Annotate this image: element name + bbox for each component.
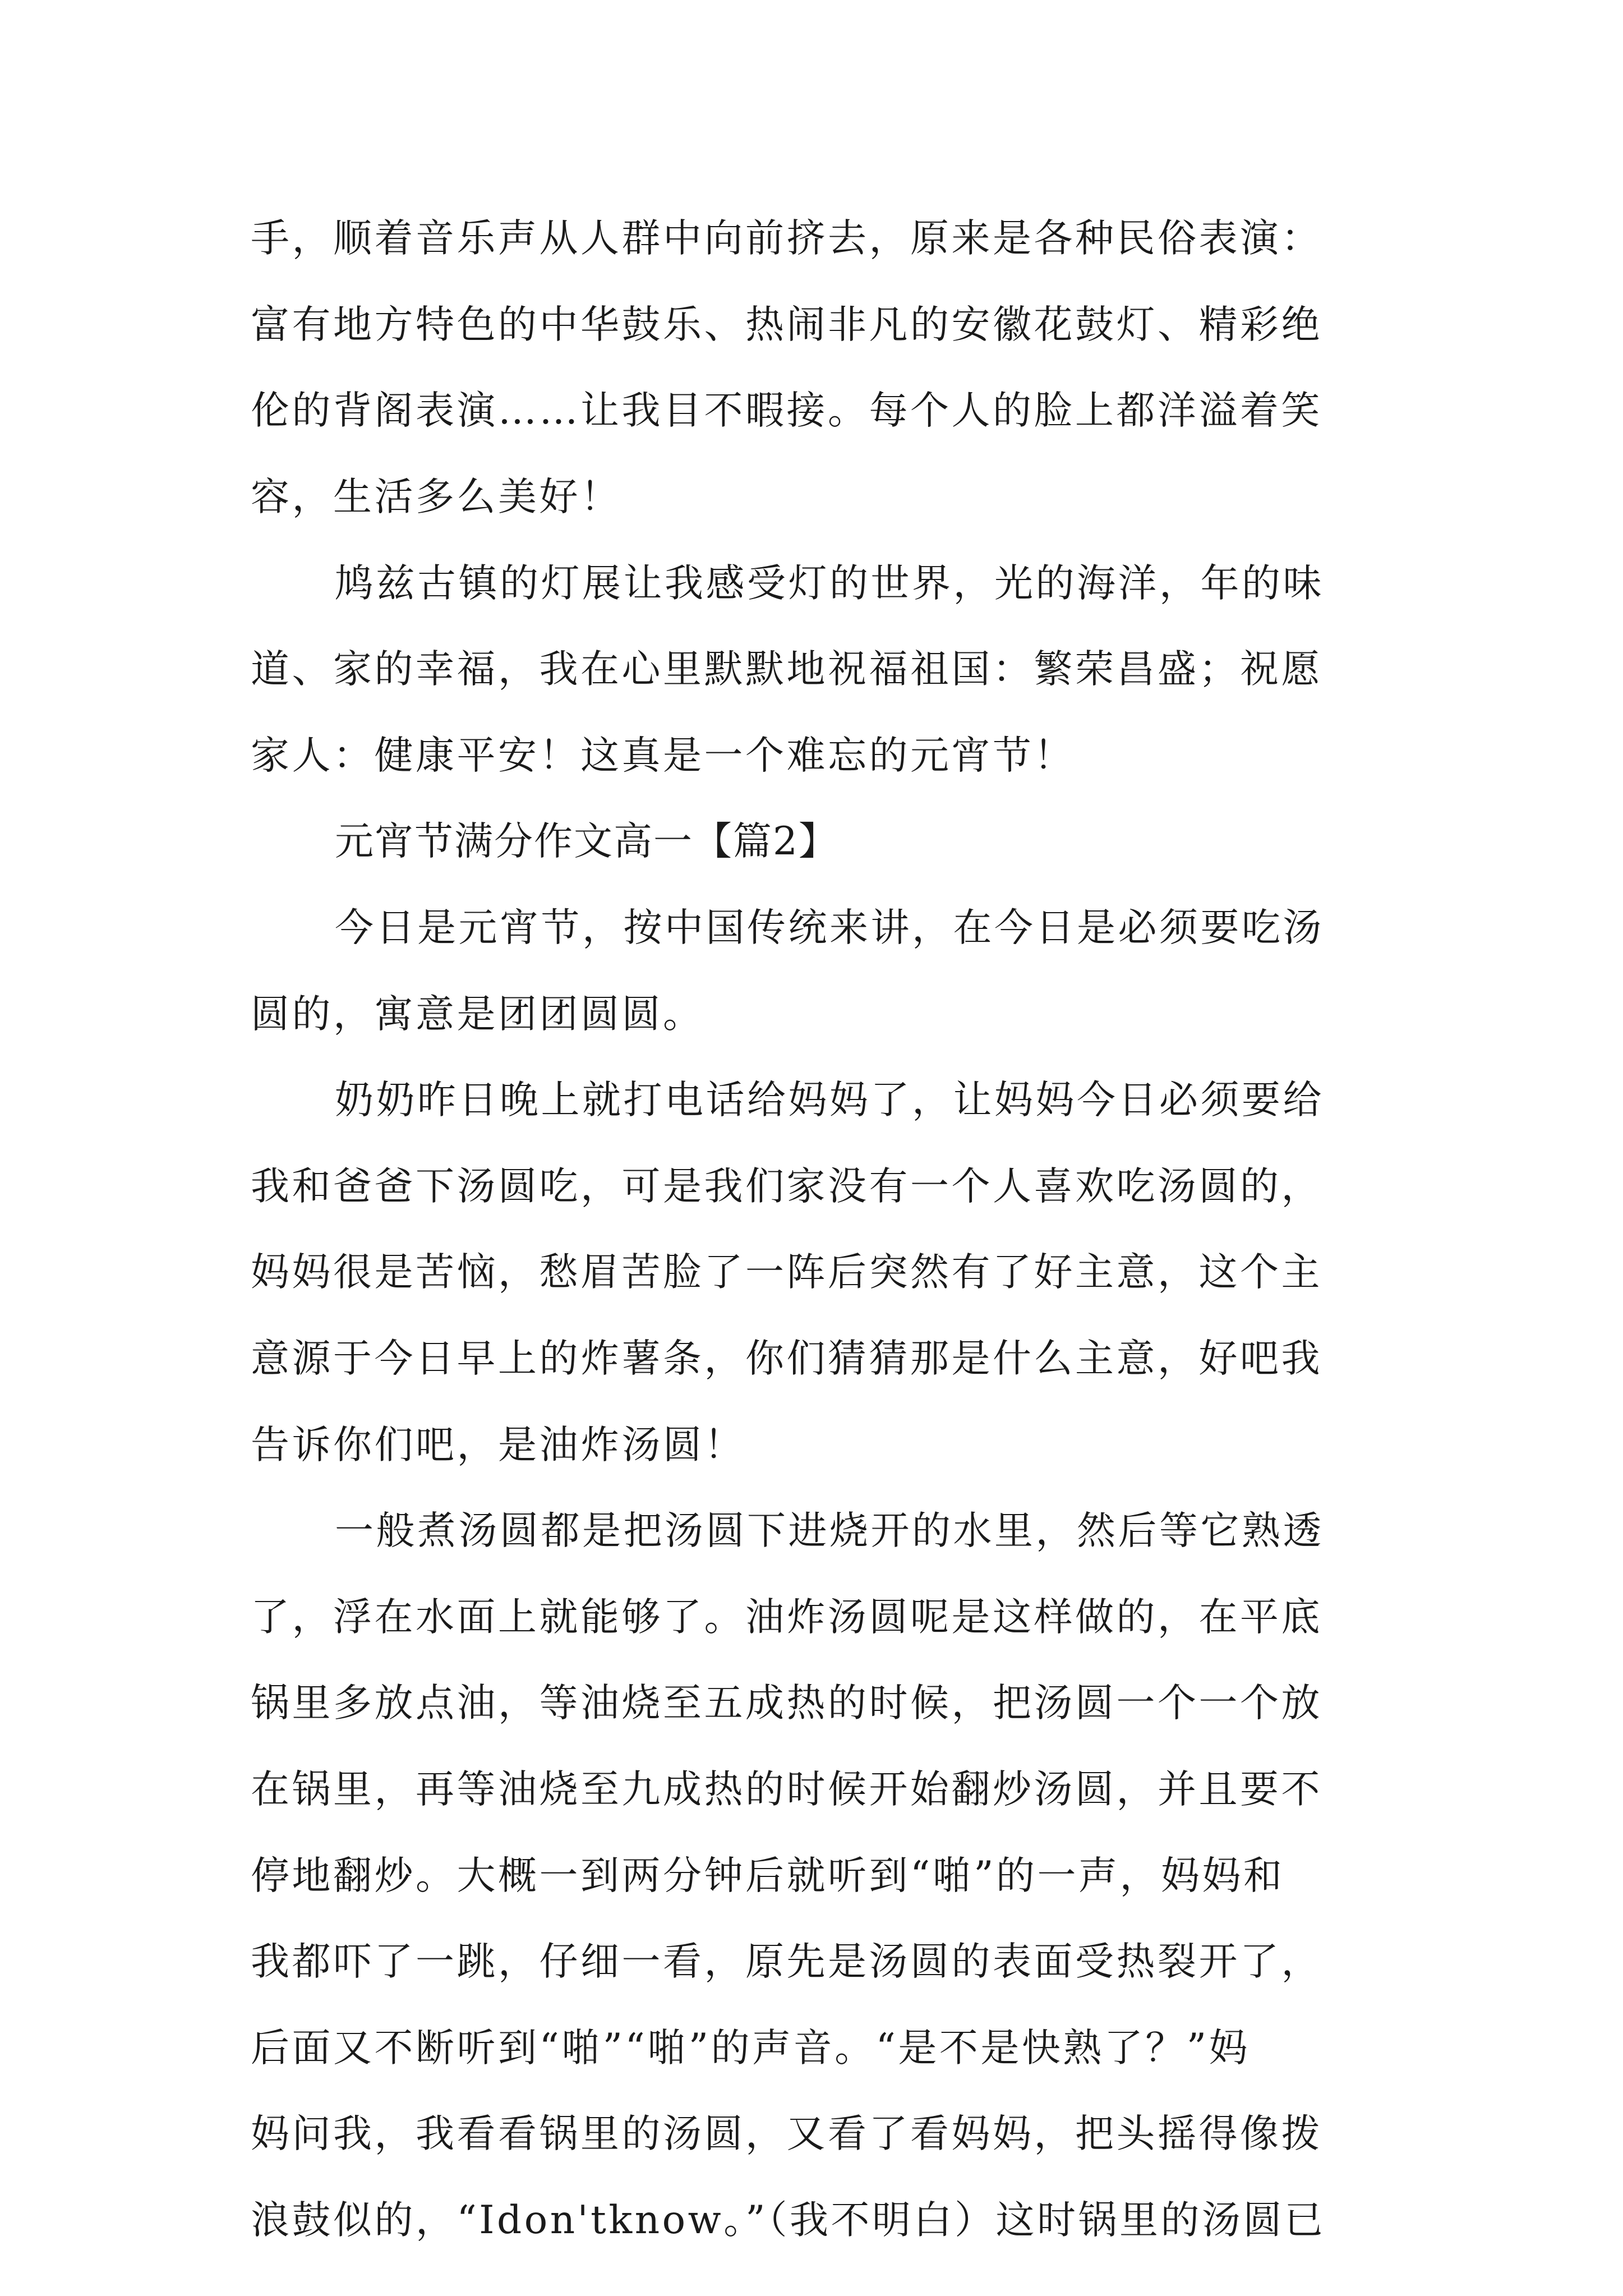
text-line: 我和爸爸下汤圆吃，可是我们家没有一个人喜欢吃汤圆的， xyxy=(251,1164,1322,1209)
text-line: 一般煮汤圆都是把汤圆下进烧开的水里，然后等它熟透 xyxy=(335,1508,1324,1553)
text-line: 伦的背阁表演……让我目不暇接。每个人的脸上都洋溢着笑 xyxy=(251,388,1322,433)
text-line: 容，生活多么美好！ xyxy=(251,475,622,519)
text-line: 家人：健康平安！这真是一个难忘的元宵节！ xyxy=(251,733,1075,778)
text-line: 奶奶昨日晚上就打电话给妈妈了，让妈妈今日必须要给 xyxy=(335,1078,1324,1122)
text-line: 意源于今日早上的炸薯条，你们猜猜那是什么主意，好吧我 xyxy=(251,1336,1322,1381)
text-line: 手，顺着音乐声从人群中向前挤去，原来是各种民俗表演： xyxy=(251,216,1322,261)
section-heading: 元宵节满分作文高一【篇2】 xyxy=(335,819,838,864)
text-line: 鸠兹古镇的灯展让我感受灯的世界，光的海洋，年的味 xyxy=(335,561,1324,606)
text-line: 浪鼓似的，“Idon'tknow。”（我不明白）这时锅里的汤圆已 xyxy=(251,2198,1326,2243)
text-line: 富有地方特色的中华鼓乐、热闹非凡的安徽花鼓灯、精彩绝 xyxy=(251,302,1322,347)
text-line: 告诉你们吧，是油炸汤圆！ xyxy=(251,1423,745,1467)
text-line: 在锅里，再等油烧至九成热的时候开始翻炒汤圆，并且要不 xyxy=(251,1767,1322,1812)
text-line: 了，浮在水面上就能够了。油炸汤圆呢是这样做的，在平底 xyxy=(251,1595,1322,1640)
text-line: 锅里多放点油，等油烧至五成热的时候，把汤圆一个一个放 xyxy=(251,1681,1322,1726)
text-line: 今日是元宵节，按中国传统来讲，在今日是必须要吃汤 xyxy=(335,905,1324,950)
text-line: 停地翻炒。大概一到两分钟后就听到“啪”的一声，妈妈和 xyxy=(251,1853,1285,1898)
text-line: 妈问我，我看看锅里的汤圆，又看了看妈妈，把头摇得像拨 xyxy=(251,2111,1322,2156)
text-line: 我都吓了一跳，仔细一看，原先是汤圆的表面受热裂开了， xyxy=(251,1939,1322,1984)
text-line: 圆的，寓意是团团圆圆。 xyxy=(251,992,704,1037)
text-line: 后面又不断听到“啪”“啪”的声音。“是不是快熟了？”妈 xyxy=(251,2026,1251,2070)
text-line: 妈妈很是苦恼，愁眉苦脸了一阵后突然有了好主意，这个主 xyxy=(251,1250,1322,1295)
text-line: 道、家的幸福，我在心里默默地祝福祖国：繁荣昌盛；祝愿 xyxy=(251,647,1322,692)
